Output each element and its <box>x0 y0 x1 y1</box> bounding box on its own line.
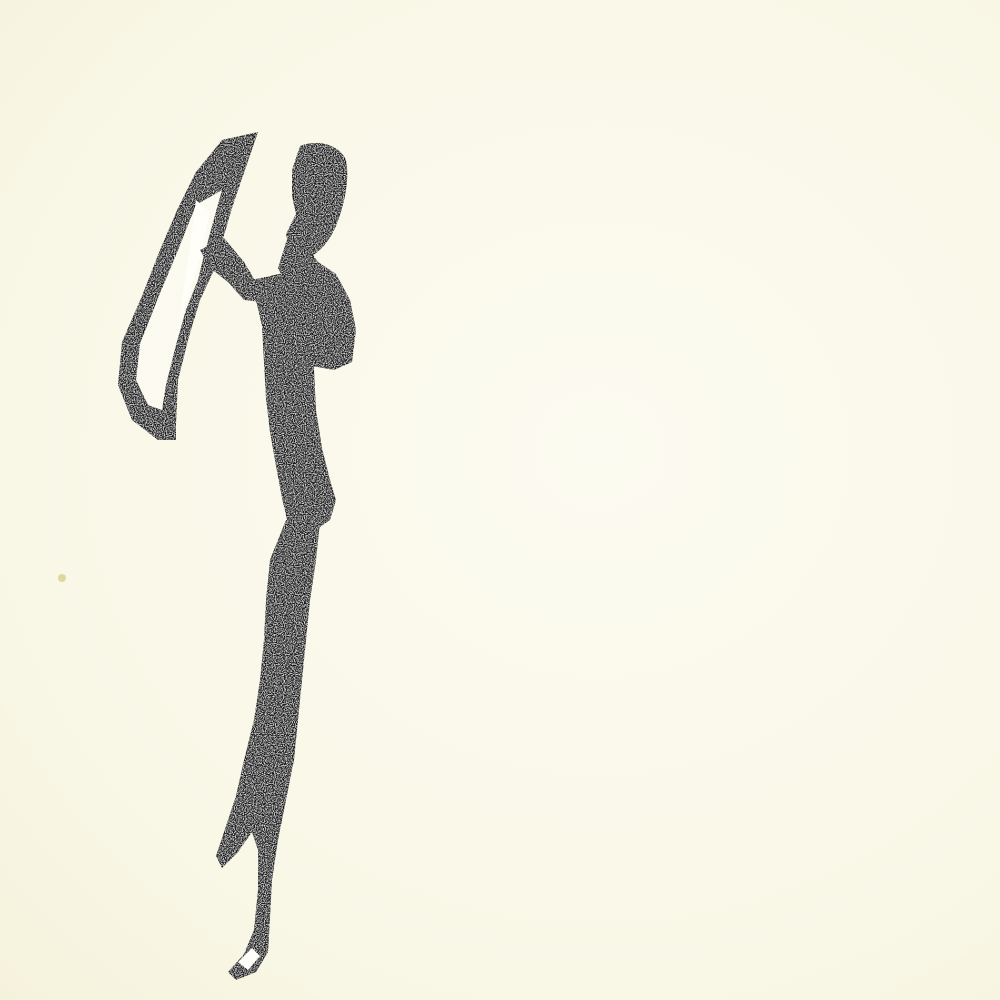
paper-speck <box>58 574 66 582</box>
figure-with-axe-icon <box>118 132 356 980</box>
figure-legs <box>216 520 320 980</box>
